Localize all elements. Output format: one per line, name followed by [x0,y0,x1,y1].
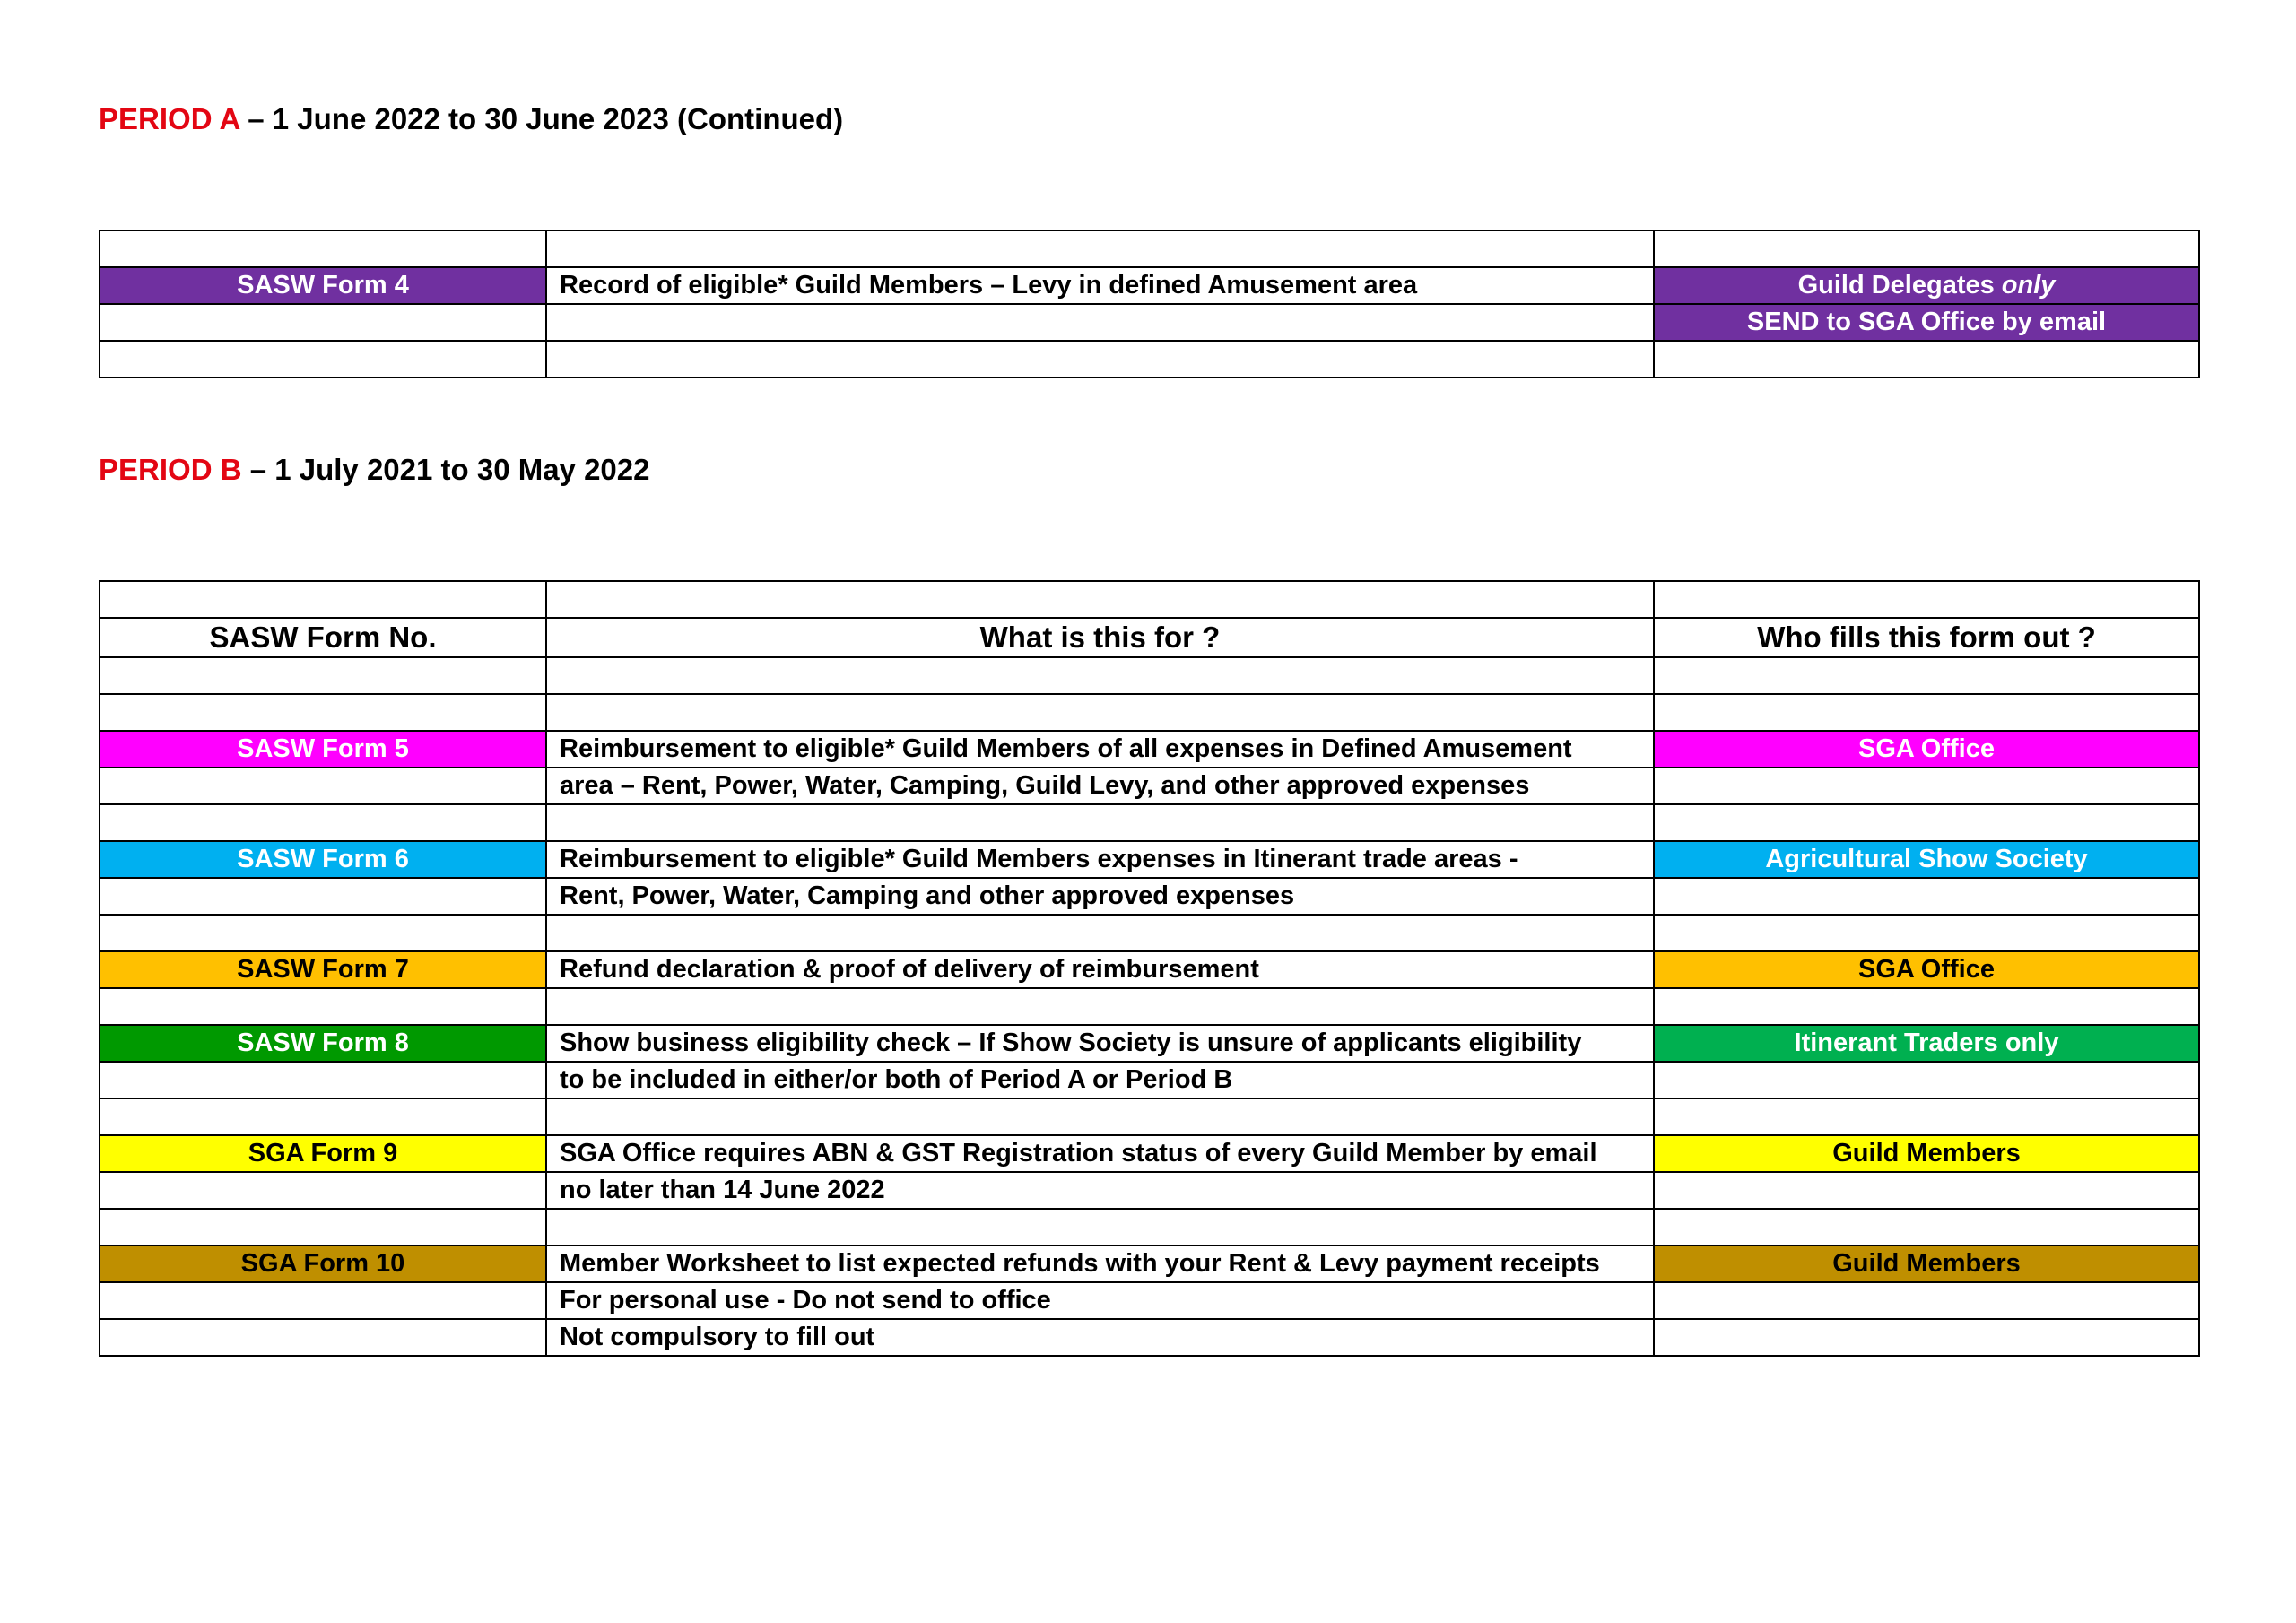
empty-cell [1654,694,2199,731]
period-a-heading [99,102,843,136]
form-description-line: area – Rent, Power, Water, Camping, Guild Levy, and other approved expenses [546,768,1654,804]
empty-cell [546,341,1654,378]
empty-cell [1654,1172,2199,1209]
form-4-who [1654,267,2199,304]
column-header-form-no: SASW Form No. [100,618,546,657]
empty-cell [100,878,546,915]
form-description-line: Show business eligibility check – If Show Society is unsure of applicants eligibility [546,1025,1654,1062]
form-continuation-row [100,878,2199,915]
empty-cell [1654,804,2199,841]
empty-cell [100,581,546,618]
period-b-table [99,580,2200,1357]
table-row [100,657,2199,694]
form-continuation-row [100,1282,2199,1319]
table-row [100,988,2199,1025]
form-continuation-row [100,1319,2199,1356]
table-row [100,304,2199,341]
form-description-line: SGA Office requires ABN & GST Registration status of every Guild Member by email [546,1135,1654,1172]
empty-cell [546,694,1654,731]
form-description-line: Reimbursement to eligible* Guild Members expenses in Itinerant trade areas - [546,841,1654,878]
table-row [100,804,2199,841]
form-who-cell: Itinerant Traders only [1654,1025,2199,1062]
form-who-cell: SGA Office [1654,951,2199,988]
table-row [100,1098,2199,1135]
empty-cell [1654,988,2199,1025]
empty-cell [1654,1319,2199,1356]
empty-cell [546,804,1654,841]
empty-cell [546,230,1654,267]
empty-cell [1654,1098,2199,1135]
empty-cell [100,694,546,731]
form-row [100,1025,2199,1062]
form-number-cell: SGA Form 9 [100,1135,546,1172]
header-row [100,618,2199,657]
period-a-label: PERIOD A [99,102,240,135]
empty-cell [546,581,1654,618]
empty-cell [1654,915,2199,951]
form-description-line: no later than 14 June 2022 [546,1172,1654,1209]
table-row [100,267,2199,304]
period-a-table [99,230,2200,378]
empty-cell [1654,878,2199,915]
empty-cell [100,915,546,951]
form-description-line: Refund declaration & proof of delivery of reimbursement [546,951,1654,988]
empty-cell [1654,230,2199,267]
form-who-cell: Agricultural Show Society [1654,841,2199,878]
period-b-heading [99,453,650,487]
empty-cell [1654,581,2199,618]
form-row [100,731,2199,768]
form-description-line: Rent, Power, Water, Camping and other approved expenses [546,878,1654,915]
empty-cell [100,657,546,694]
empty-cell [100,1209,546,1245]
form-description-line: Member Worksheet to list expected refunds with your Rent & Levy payment receipts [546,1245,1654,1282]
empty-cell [100,988,546,1025]
empty-cell [100,230,546,267]
empty-cell [100,304,546,341]
period-b-dates: – 1 July 2021 to 30 May 2022 [241,453,650,486]
table-row [100,230,2199,267]
form-row [100,1135,2199,1172]
form-number-cell: SASW Form 5 [100,731,546,768]
empty-cell [100,1319,546,1356]
empty-cell [1654,1062,2199,1098]
form-row [100,841,2199,878]
empty-cell [546,915,1654,951]
form-number-cell: SASW Form 6 [100,841,546,878]
empty-cell [1654,657,2199,694]
form-description-line: Not compulsory to fill out [546,1319,1654,1356]
empty-cell [100,1172,546,1209]
table-row [100,581,2199,618]
form-number-cell: SGA Form 10 [100,1245,546,1282]
empty-cell [100,1282,546,1319]
empty-cell [100,768,546,804]
empty-cell [1654,341,2199,378]
form-4-cell: SASW Form 4 [100,267,546,304]
form-who-cell: SGA Office [1654,731,2199,768]
empty-cell [546,304,1654,341]
form-4-send-note: SEND to SGA Office by email [1654,304,2199,341]
form-4-description: Record of eligible* Guild Members – Levy in defined Amusement area [546,267,1654,304]
table-row [100,915,2199,951]
form-4-who-main: Guild Delegates [1797,271,2002,299]
form-number-cell: SASW Form 8 [100,1025,546,1062]
form-row [100,1245,2199,1282]
period-b-label: PERIOD B [99,453,242,486]
table-row [100,694,2199,731]
empty-cell [546,988,1654,1025]
empty-cell [546,1098,1654,1135]
form-description-line: to be included in either/or both of Period A or Period B [546,1062,1654,1098]
empty-cell [1654,1209,2199,1245]
form-continuation-row [100,1062,2199,1098]
form-continuation-row [100,768,2199,804]
form-description-line: For personal use - Do not send to office [546,1282,1654,1319]
empty-cell [1654,768,2199,804]
form-description-line: Reimbursement to eligible* Guild Members of all expenses in Defined Amusement [546,731,1654,768]
form-number-cell: SASW Form 7 [100,951,546,988]
form-4-who-emphasis: only [2001,271,2056,299]
empty-cell [100,804,546,841]
column-header-purpose: What is this for ? [546,618,1654,657]
empty-cell [546,657,1654,694]
empty-cell [100,1098,546,1135]
form-who-cell: Guild Members [1654,1245,2199,1282]
form-who-cell: Guild Members [1654,1135,2199,1172]
table-row [100,341,2199,378]
empty-cell [546,1209,1654,1245]
form-row [100,951,2199,988]
column-header-who: Who fills this form out ? [1654,618,2199,657]
empty-cell [100,341,546,378]
empty-cell [1654,1282,2199,1319]
empty-cell [100,1062,546,1098]
period-a-dates: – 1 June 2022 to 30 June 2023 (Continued) [239,102,844,135]
table-row [100,1209,2199,1245]
form-continuation-row [100,1172,2199,1209]
